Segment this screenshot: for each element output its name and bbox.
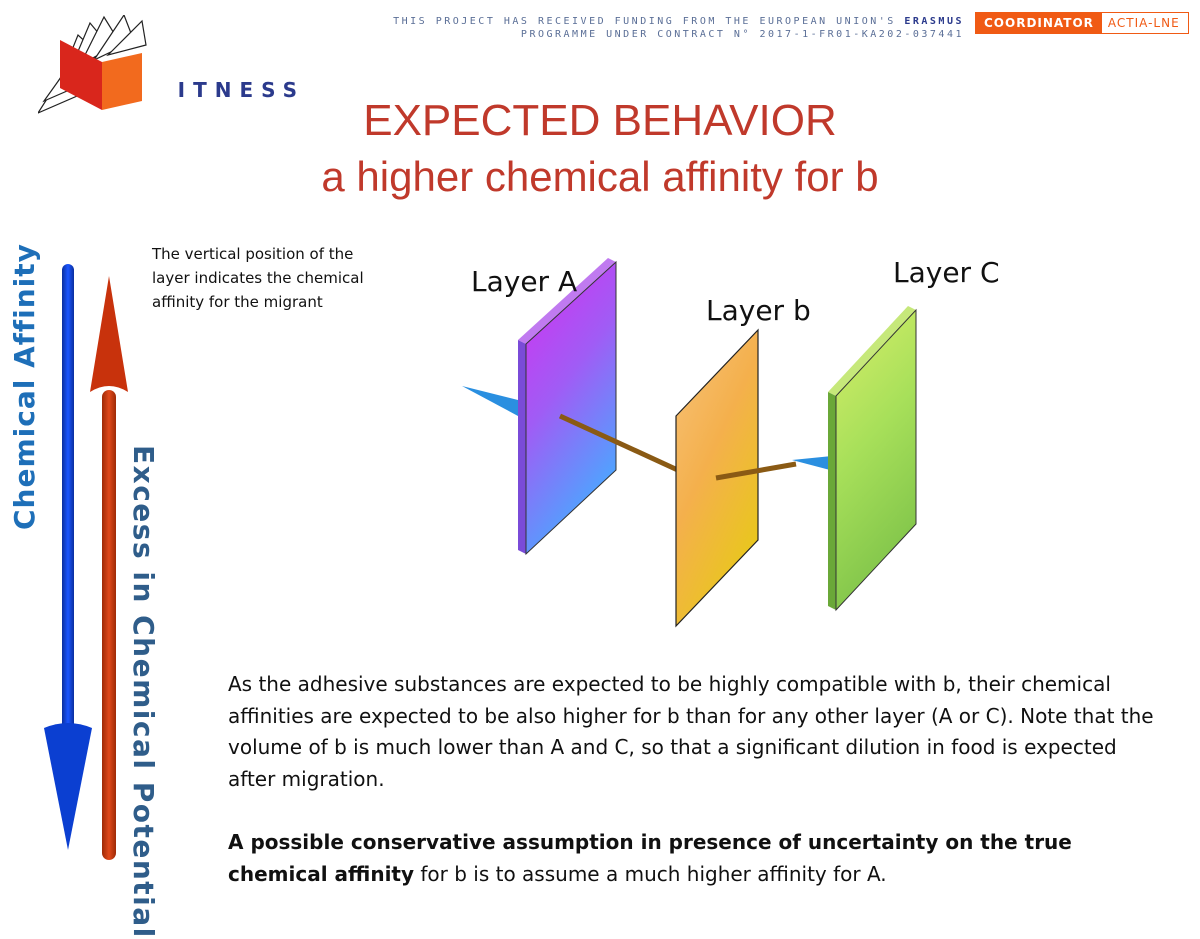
coordinator-badge [975,12,1189,34]
erasmus-label: ERASMUS [904,16,964,27]
paragraph-2-strong: A possible conservative assumption in presence of uncertainty on the true chemical affinity [228,830,1072,886]
paragraph-2 [228,827,1154,890]
body-text [228,669,1154,890]
funding-notice [393,15,964,41]
paragraph-1: As the adhesive substances are expected to be highly compatible with b, their chemical affinities are expected to be also higher for b than for any other layer (A or C). Note that the volume of b is much lower than A and C, so that a significant dilution in food is expected after migration. [228,672,1154,791]
layer-a-label: Layer A [471,265,578,298]
layer-c-label: Layer C [893,256,1000,289]
layers-diagram [450,240,1010,640]
coordinator-name: ACTIA-LNE [1107,16,1180,30]
funding-line-1: THIS PROJECT HAS RECEIVED FUNDING FROM THE EUROPEAN UNION'S ERASMUS [393,16,964,27]
chemical-affinity-label: Chemical Affinity [8,243,41,530]
logo-wordmark: FITNESS [156,78,306,102]
excess-chemical-potential-label: Excess in Chemical Potential [127,445,160,939]
down-arrow-icon [44,264,92,850]
layer-a-panel [518,258,616,554]
vertical-position-note: The vertical position of the layer indicates the chemical affinity for the migrant [152,245,364,311]
layer-b-label: Layer b [706,294,811,327]
slide-subtitle: a higher chemical affinity for b [321,153,879,200]
cone-left-icon [462,386,518,416]
layer-c-panel [828,306,916,610]
funding-line-2: PROGRAMME UNDER CONTRACT N° 2017-1-FR01-KA202-037441 [520,29,964,40]
up-arrow-icon [90,276,128,860]
paragraph-2-rest: for b is to assume a much higher affinity for A. [414,861,887,886]
coordinator-tag: COORDINATOR [976,13,1102,33]
slide-title: EXPECTED BEHAVIOR [363,96,837,145]
cone-right-icon [792,456,832,470]
paragraph-gap [228,795,1154,827]
